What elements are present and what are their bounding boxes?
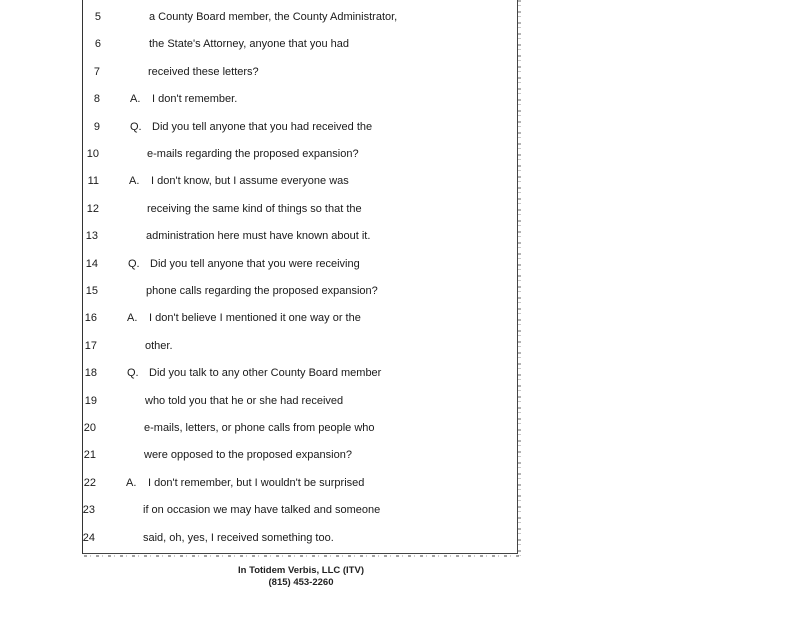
line-number: 5 (94, 11, 101, 23)
speaker-mark: A. (127, 312, 138, 325)
line-text: said, oh, yes, I received something too. (143, 531, 334, 544)
line-number: 14 (85, 257, 98, 270)
line-text: receiving the same kind of things so that the (147, 202, 362, 215)
line-text: the State's Attorney, anyone that you had (149, 38, 350, 51)
line-text: phone calls regarding the proposed expansion? (146, 285, 378, 297)
line-text: a County Board member, the County Administrator, (149, 11, 398, 23)
speaker-mark: Q. (127, 367, 139, 380)
line-text: I don't remember, but I wouldn't be surprised (148, 476, 365, 489)
line-text: e-mails, letters, or phone calls from people who (144, 422, 375, 434)
line-text: I don't believe I mentioned it one way or the (149, 312, 361, 325)
line-number: 18 (84, 367, 97, 380)
transcript-line (83, 475, 519, 491)
transcript-line (83, 310, 519, 326)
line-text: Did you talk to any other County Board member (149, 367, 382, 380)
line-number: 22 (83, 476, 96, 489)
line-text: administration here must have known about it. (146, 230, 371, 243)
line-number: 11 (87, 175, 99, 188)
line-text: Did you tell anyone that you had received the (152, 120, 373, 133)
line-number: 10 (86, 148, 99, 160)
line-number: 21 (83, 449, 96, 462)
transcript-line (83, 256, 519, 272)
line-number: 12 (86, 202, 99, 215)
line-text: Did you tell anyone that you were receiving (150, 257, 360, 270)
transcript-line (83, 91, 519, 107)
line-text: who told you that he or she had received (145, 394, 344, 407)
speaker-mark: A. (126, 476, 137, 489)
line-number: 16 (84, 312, 97, 325)
line-number: 17 (84, 339, 97, 352)
line-text: received these letters? (148, 65, 259, 78)
line-number: 23 (82, 504, 95, 517)
line-number: 19 (84, 394, 97, 407)
line-text: e-mails regarding the proposed expansion? (147, 148, 359, 160)
transcript-line (83, 447, 519, 463)
line-text: were opposed to the proposed expansion? (144, 449, 352, 462)
speaker-mark: A. (129, 175, 140, 188)
speaker-mark: Q. (130, 120, 142, 133)
transcript-line (83, 201, 519, 217)
transcript-line (83, 173, 519, 189)
line-number: 15 (85, 285, 98, 297)
speaker-mark: Q. (128, 257, 140, 270)
footer-company: In Totidem Verbis, LLC (ITV) (238, 565, 364, 576)
transcript-line (83, 502, 519, 518)
scan-edge-bottom (84, 555, 520, 557)
line-number: 8 (93, 93, 100, 106)
transcript-line (83, 119, 519, 135)
line-number: 9 (93, 120, 100, 133)
transcript-line (83, 420, 519, 436)
line-text: I don't remember. (152, 93, 238, 106)
transcript-line (83, 146, 519, 162)
transcript-line (83, 365, 519, 381)
line-number: 24 (82, 531, 95, 544)
transcript-line (83, 228, 519, 244)
transcript-line (83, 338, 519, 354)
line-text: I don't know, but I assume everyone was (151, 175, 349, 188)
transcript-line (83, 393, 519, 409)
line-number: 6 (94, 38, 101, 51)
transcript-line (83, 530, 519, 546)
transcript-line (83, 283, 519, 299)
transcript-line (83, 36, 519, 52)
scan-edge-right (518, 0, 521, 556)
footer-phone: (815) 453-2260 (268, 577, 334, 588)
line-number: 20 (83, 422, 96, 434)
line-number: 7 (93, 65, 100, 78)
transcript-page (82, 0, 518, 554)
speaker-mark: A. (130, 93, 141, 106)
line-text: other. (145, 339, 173, 352)
transcript-line (83, 64, 519, 80)
line-text: if on occasion we may have talked and someone (143, 504, 381, 517)
transcript-line (83, 9, 519, 25)
line-number: 13 (85, 230, 98, 243)
